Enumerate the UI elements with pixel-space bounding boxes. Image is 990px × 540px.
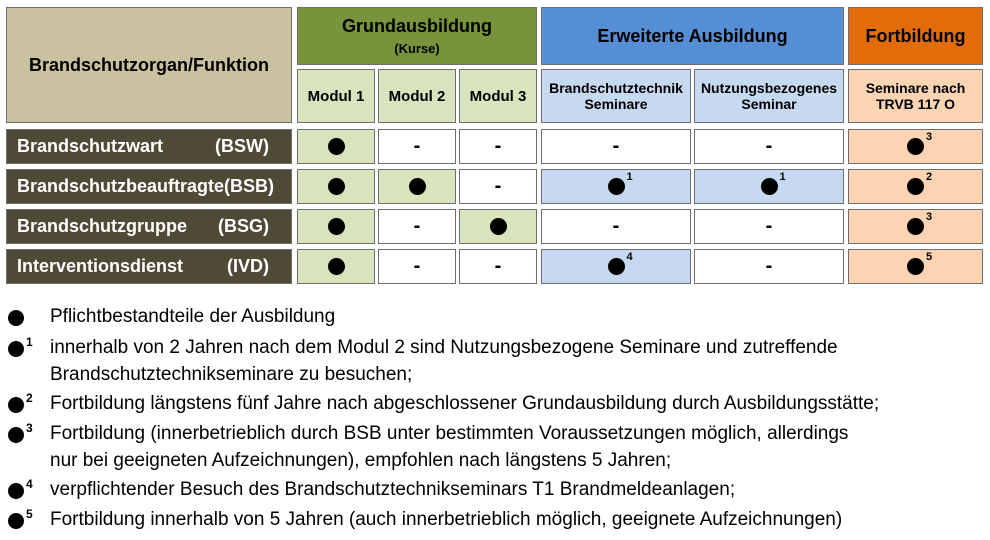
not-required-dash: - [494, 255, 502, 277]
row-header [6, 209, 292, 244]
column-header-label: Modul 1 [307, 87, 365, 105]
table-cell [541, 129, 691, 164]
footnote-marker: 3 [926, 131, 933, 143]
mandatory-dot-icon [8, 335, 33, 357]
row-header [6, 129, 292, 164]
column-header [541, 69, 691, 123]
mandatory-dot-icon [907, 131, 933, 155]
not-required-dash: - [612, 215, 620, 237]
column-header-label: Brandschutztechnik Seminare [549, 80, 683, 112]
table-cell [297, 249, 375, 284]
table-cell [541, 209, 691, 244]
table-cell [459, 129, 537, 164]
group-title: Grundausbildung [342, 16, 492, 36]
row-name: Interventionsdienst [17, 256, 184, 276]
column-header [848, 69, 983, 123]
table-cell [848, 209, 983, 244]
not-required-dash: - [765, 135, 773, 157]
mandatory-dot-icon [8, 421, 33, 443]
mandatory-dot-icon [907, 211, 933, 235]
not-required-dash: - [494, 175, 502, 197]
legend-marker [8, 507, 33, 536]
table-cell [541, 169, 691, 204]
corner-header [6, 7, 292, 123]
mandatory-dot-icon [8, 310, 24, 326]
legend-text: innerhalb von 2 Jahren nach dem Modul 2 sind Nutzungsbezogene Seminare und zutreffende [50, 337, 838, 358]
legend-text: nur bei geeigneten Aufzeichnungen), empfohlen nach längstens 5 Jahren; [50, 450, 672, 471]
table-cell [459, 169, 537, 204]
table-cell [694, 249, 844, 284]
table-cell [848, 129, 983, 164]
legend-text: Fortbildung längstens fünf Jahre nach abgeschlossener Grundausbildung durch Ausbildungsstätte; [50, 393, 880, 414]
group-title: Fortbildung [865, 25, 966, 46]
mandatory-dot-icon [907, 171, 933, 195]
row-name: Brandschutzwart [17, 136, 164, 156]
legend-text: verpflichtender Besuch des Brandschutztechnikseminars T1 Brandmeldeanlagen; [50, 479, 736, 500]
footnote-marker: 5 [26, 507, 33, 521]
footnote-marker: 5 [926, 251, 933, 263]
legend-marker [8, 477, 33, 506]
legend-text: Fortbildung (innerbetrieblich durch BSB unter bestimmten Voraussetzungen möglich, allerdings [50, 423, 849, 444]
mandatory-dot-icon [8, 477, 33, 499]
table-cell [459, 209, 537, 244]
mandatory-dot-icon [328, 178, 345, 195]
footnote-marker: 4 [26, 477, 33, 491]
table-cell [541, 249, 691, 284]
column-header [459, 69, 537, 123]
table-cell [459, 249, 537, 284]
table-cell [694, 209, 844, 244]
mandatory-dot-icon [409, 178, 426, 195]
not-required-dash: - [494, 135, 502, 157]
legend-text: Fortbildung innerhalb von 5 Jahren (auch innerbetrieblich möglich, geeignete Aufzeichnungen) [50, 509, 843, 530]
legend-item [0, 478, 990, 505]
group-title: Erweiterte Ausbildung [597, 25, 788, 46]
legend-item [0, 422, 990, 476]
group-subtitle: (Kurse) [394, 41, 440, 56]
group-header-erweiterte-ausbildung [541, 7, 844, 65]
footnote-marker: 1 [26, 335, 33, 349]
column-header-label: Nutzungsbezogenes Seminar [700, 80, 838, 112]
column-header [297, 69, 375, 123]
not-required-dash: - [413, 215, 421, 237]
row-abbreviation: (BSB) [224, 176, 275, 196]
mandatory-dot-icon [761, 171, 786, 195]
legend-text: Pflichtbestandteile der Ausbildung [50, 306, 336, 327]
table-cell [848, 169, 983, 204]
table-cell [694, 129, 844, 164]
mandatory-dot-icon [907, 251, 933, 275]
not-required-dash: - [413, 135, 421, 157]
row-name: Brandschutzgruppe [17, 216, 188, 236]
row-abbreviation: (IVD) [227, 256, 269, 276]
table-cell [848, 249, 983, 284]
table-cell [297, 209, 375, 244]
mandatory-dot-icon [490, 218, 507, 235]
row-header [6, 249, 292, 284]
table-cell [694, 169, 844, 204]
footnote-marker: 1 [779, 171, 786, 183]
legend-marker [8, 391, 33, 420]
legend-item [0, 508, 990, 535]
mandatory-dot-icon [8, 507, 33, 529]
not-required-dash: - [765, 255, 773, 277]
row-header [6, 169, 292, 204]
column-header-label: Modul 3 [469, 87, 527, 105]
legend-item [0, 305, 990, 332]
table-cell [378, 169, 456, 204]
legend-marker [8, 309, 24, 333]
footnote-marker: 3 [926, 211, 933, 223]
column-header-label: Seminare nach TRVB 117 O [865, 80, 966, 112]
mandatory-dot-icon [328, 258, 345, 275]
legend-text: Brandschutztechnikseminare zu besuchen; [50, 364, 413, 385]
mandatory-dot-icon [328, 218, 345, 235]
mandatory-dot-icon [608, 171, 633, 195]
footnote-marker: 2 [26, 391, 33, 405]
group-header-fortbildung [848, 7, 983, 65]
footnote-marker: 4 [626, 251, 633, 263]
legend-item [0, 392, 990, 419]
table-cell [378, 129, 456, 164]
table-cell [297, 129, 375, 164]
footnote-marker: 3 [26, 421, 33, 435]
legend-marker [8, 421, 33, 450]
not-required-dash: - [612, 135, 620, 157]
mandatory-dot-icon [328, 138, 345, 155]
group-header-grundausbildung [297, 7, 537, 65]
legend-item [0, 336, 990, 390]
row-name: Brandschutzbeauftragte [17, 176, 225, 196]
table-cell [297, 169, 375, 204]
column-header [694, 69, 844, 123]
footnote-marker: 1 [626, 171, 633, 183]
column-header [378, 69, 456, 123]
not-required-dash: - [765, 215, 773, 237]
column-header-label: Modul 2 [388, 87, 446, 105]
legend-marker [8, 335, 33, 364]
not-required-dash: - [413, 255, 421, 277]
footnote-marker: 2 [926, 171, 933, 183]
mandatory-dot-icon [8, 391, 33, 413]
mandatory-dot-icon [608, 251, 633, 275]
table-cell [378, 249, 456, 284]
row-abbreviation: (BSG) [218, 216, 269, 236]
table-cell [378, 209, 456, 244]
corner-label: Brandschutzorgan/Funktion [29, 54, 269, 75]
row-abbreviation: (BSW) [215, 136, 269, 156]
